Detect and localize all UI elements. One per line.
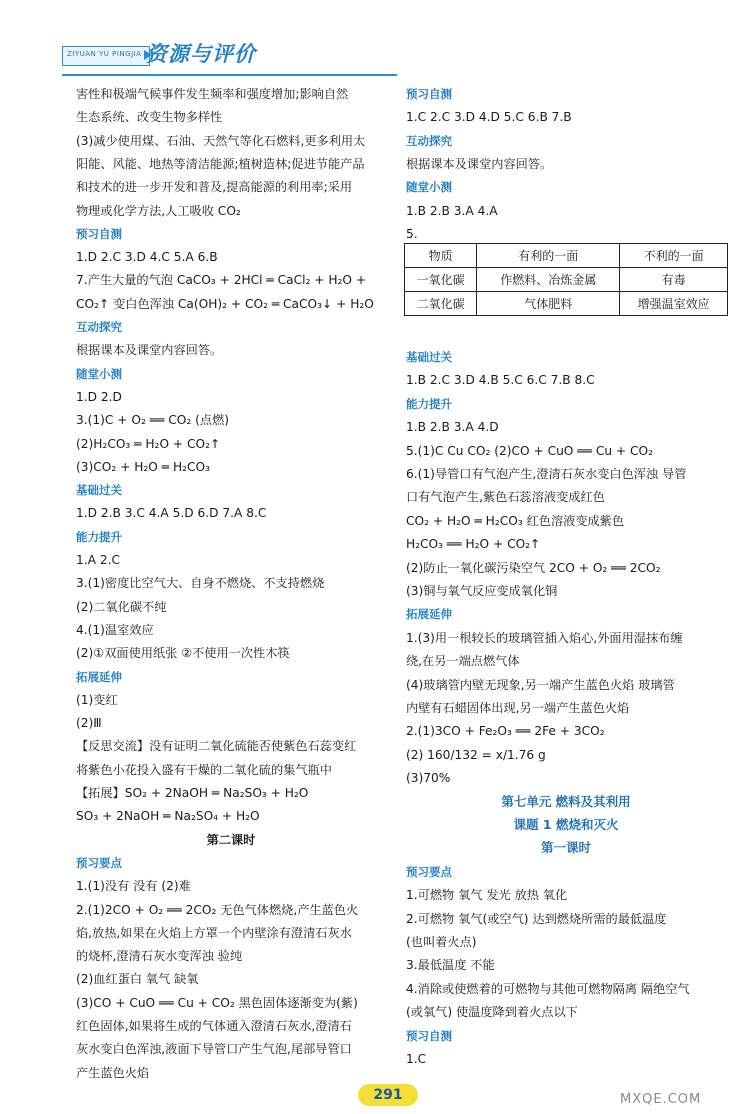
text-line: 【拓展】SO₂ + 2NaOH ═ Na₂SO₃ + H₂O	[76, 786, 309, 800]
text-line: (2) 160/132 = x/1.76 g	[406, 747, 546, 762]
section-heading: 预习自测	[406, 87, 452, 101]
table-cell: 有毒	[620, 268, 728, 292]
subtitle: 第七单元 燃料及其利用	[501, 793, 631, 809]
subtitle: 第一课时	[540, 840, 591, 856]
text-line: 1.D 2.C 3.D 4.C 5.A 6.B	[76, 250, 218, 265]
table-header-row	[405, 244, 728, 268]
text-line: (2)Ⅲ	[76, 716, 102, 731]
properties-table	[404, 243, 728, 316]
text-line: 绕,在另一端点燃气体	[406, 654, 520, 669]
text-line: 的烧杯,澄清石灰水变浑浊 验纯	[76, 949, 243, 964]
text-line: 害性和极端气候事件发生频率和强度增加;影响自然	[76, 87, 349, 101]
text-line: 【反思交流】没有证明二氧化硫能否使紫色石蕊变红	[76, 739, 357, 754]
text-line: 口有气泡产生,紫色石蕊溶液变成红色	[406, 490, 605, 505]
section-heading: 能力提升	[406, 396, 452, 411]
text-line: 1.C 2.C 3.D 4.D 5.C 6.B 7.B	[406, 110, 572, 125]
text-line: 阳能、风能、地热等清洁能源;植树造林;促进节能产品	[76, 156, 365, 171]
text-line: 根据课本及课堂内容回答。	[76, 343, 223, 358]
text-line: (也叫着火点)	[406, 935, 477, 949]
text-line: (3)减少使用煤、石油、天然气等化石燃料,更多利用太	[76, 133, 366, 148]
text-line: 1.(3)用一根较长的玻璃管插入焰心,外面用湿抹布缠	[406, 630, 683, 645]
section-heading: 基础过关	[406, 350, 452, 364]
text-line: 4.消除或使燃着的可燃物与其他可燃物隔离 隔绝空气	[406, 981, 690, 996]
text-line: 产生蓝色火焰	[76, 1065, 150, 1080]
text-line: H₂CO₃ ══ H₂O + CO₂↑	[406, 537, 541, 552]
header-title: 资源与评价	[146, 42, 256, 66]
text-line: 1.D 2.B 3.C 4.A 5.D 6.D 7.A 8.C	[76, 506, 267, 521]
text-line: (2)二氧化碳不纯	[76, 599, 167, 614]
text-line: 和技术的进一步开发和普及,提高能源的利用率;采用	[76, 180, 353, 195]
section-heading: 预习自测	[406, 1028, 452, 1043]
text-line: 4.(1)温室效应	[76, 622, 154, 637]
text-line: 1.(1)没有 没有 (2)难	[76, 879, 191, 894]
section-heading: 随堂小测	[406, 180, 452, 195]
text-line: 1.可燃物 氧气 发光 放热 氧化	[406, 888, 568, 903]
table-cell: 一氧化碳	[405, 268, 477, 292]
text-line: (3)铜与氧气反应变成氧化铜	[406, 584, 558, 598]
text-line: 1.B 2.C 3.D 4.B 5.C 6.C 7.B 8.C	[406, 373, 595, 388]
section-heading: 互动探究	[406, 133, 452, 148]
section-heading: 预习自测	[76, 226, 122, 241]
text-line: (3)CO₂ + H₂O ═ H₂CO₃	[76, 459, 210, 474]
text-line: 1.B 2.B 3.A 4.D	[406, 420, 499, 435]
table-header: 有利的一面	[477, 244, 620, 268]
text-line: 生态系统、改变生物多样性	[76, 110, 223, 125]
header-pinyin: ZIYUAN YU PINGJIA	[67, 50, 142, 58]
text-line: 2.(1)3CO + Fe₂O₃ ══ 2Fe + 3CO₂	[406, 724, 605, 739]
text-line: 焰,放热,如果在火焰上方罩一个内壁涂有澄清石灰水	[76, 925, 352, 940]
table-header: 物质	[405, 244, 477, 268]
header-rule	[62, 74, 397, 76]
text-line: 将紫色小花投入盛有干燥的二氧化硫的集气瓶中	[76, 762, 332, 777]
section-heading: 随堂小测	[76, 366, 122, 381]
subtitle: 第二课时	[206, 832, 256, 847]
text-line: (2)血红蛋白 氧气 缺氧	[76, 972, 199, 987]
text-line: 2.可燃物 氧气(或空气) 达到燃烧所需的最低温度	[406, 911, 667, 926]
text-line: 5.(1)C Cu CO₂ (2)CO + CuO ══ Cu + CO₂	[406, 443, 654, 458]
page-number: 291	[358, 1084, 418, 1106]
table-row	[405, 292, 728, 316]
text-line: 根据课本及课堂内容回答。	[406, 156, 553, 171]
section-heading: 预习要点	[406, 864, 452, 879]
section-heading: 能力提升	[76, 529, 122, 544]
text-line: SO₃ + 2NaOH ═ Na₂SO₄ + H₂O	[76, 809, 260, 824]
table-header: 不利的一面	[620, 244, 728, 268]
table-row	[405, 268, 728, 292]
table-cell: 二氧化碳	[405, 292, 477, 316]
text-line: (3)CO + CuO ══ Cu + CO₂ 黑色固体逐渐变为(紫)	[76, 995, 358, 1010]
text-line: 7.产生大量的气泡 CaCO₃ + 2HCl ═ CaCl₂ + H₂O +	[76, 273, 367, 288]
text-line: 物理或化学方法,人工吸收 CO₂	[76, 203, 241, 218]
text-line: 1.B 2.B 3.A 4.A	[406, 203, 498, 218]
text-line: 2.(1)2CO + O₂ ══ 2CO₂ 无色气体燃烧,产生蓝色火	[76, 902, 359, 917]
table-cell: 气体肥料	[477, 292, 620, 316]
section-heading: 基础过关	[76, 483, 122, 498]
section-heading: 拓展延伸	[406, 607, 452, 622]
text-line: (2)H₂CO₃ ═ H₂O + CO₂↑	[76, 436, 221, 451]
text-line: 灰水变白色浑浊,液面下导管口产生气泡,尾部导管口	[76, 1042, 352, 1057]
text-line: 3.(1)密度比空气大、自身不燃烧、不支持燃烧	[76, 576, 325, 591]
text-line: 1.C	[406, 1052, 427, 1066]
section-heading: 拓展延伸	[76, 669, 122, 684]
text-line: (3)70%	[406, 771, 451, 786]
text-line: CO₂ + H₂O ═ H₂CO₃ 红色溶液变成紫色	[406, 513, 625, 528]
text-line: (2)①双面使用纸张 ②不使用一次性木筷	[76, 646, 290, 661]
text-line: 红色固体,如果将生成的气体通入澄清石灰水,澄清石	[76, 1019, 352, 1033]
text-line: 3.最低温度 不能	[406, 958, 495, 973]
text-line: 1.D 2.D	[76, 389, 122, 404]
section-heading: 预习要点	[76, 855, 122, 870]
text-line: 1.A 2.C	[76, 553, 120, 567]
header-pinyin-box	[62, 46, 150, 66]
text-line: 5.	[406, 226, 418, 241]
text-line: 3.(1)C + O₂ ══ CO₂ (点燃)	[76, 413, 230, 428]
table-cell: 作燃料、冶炼金属	[477, 268, 620, 292]
table-cell: 增强温室效应	[620, 292, 728, 316]
watermark: MXQE.COM	[620, 1092, 702, 1107]
text-line: (1)变红	[76, 692, 118, 707]
text-line: 内壁有石蜡固体出现,另一端产生蓝色火焰	[406, 701, 630, 715]
text-line: (4)玻璃管内壁无现象,另一端产生蓝色火焰 玻璃管	[406, 677, 675, 692]
text-line: (2)防止一氧化碳污染空气 2CO + O₂ ══ 2CO₂	[406, 560, 661, 575]
text-line: 6.(1)导管口有气泡产生,澄清石灰水变白色浑浊 导管	[406, 467, 687, 481]
text-line: (或氧气) 使温度降到着火点以下	[406, 1005, 578, 1020]
text-line: CO₂↑ 变白色浑浊 Ca(OH)₂ + CO₂ ═ CaCO₃↓ + H₂O	[76, 296, 374, 311]
page-header	[62, 36, 392, 76]
subtitle: 课题 1 燃烧和灭火	[513, 817, 619, 832]
section-heading: 互动探究	[76, 320, 122, 334]
